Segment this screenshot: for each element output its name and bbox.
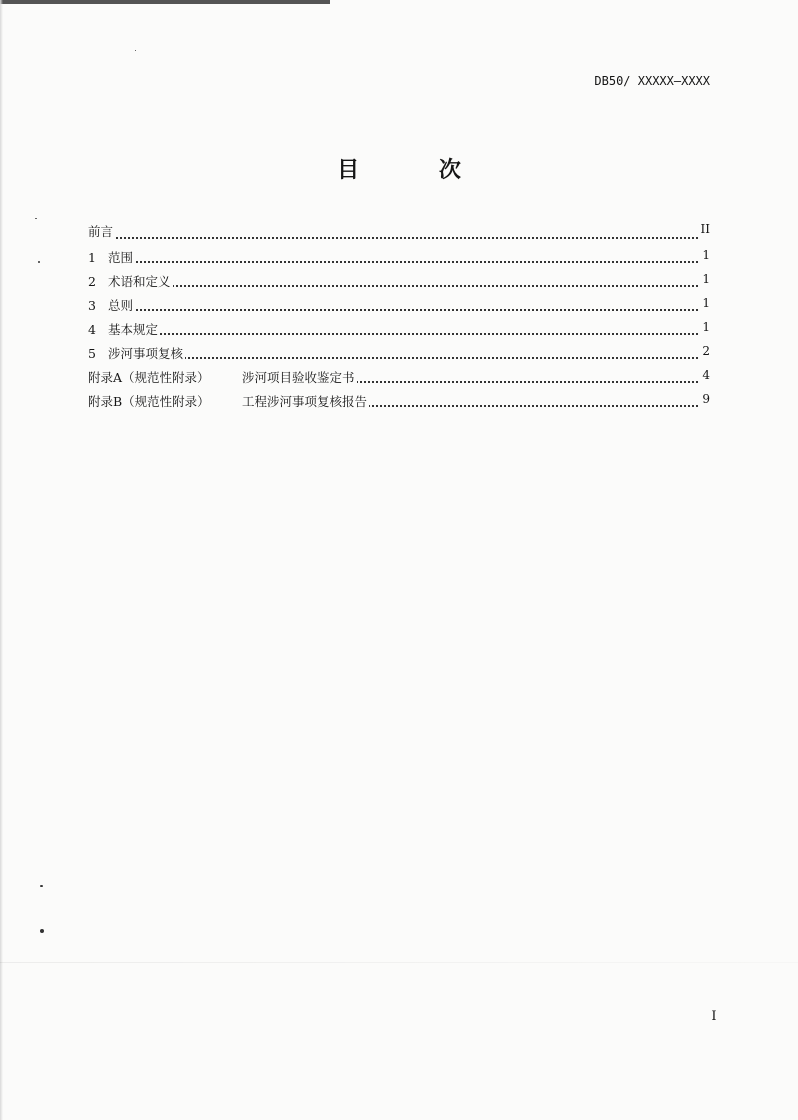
toc-label xyxy=(88,318,160,342)
toc-entry-river-review[interactable] xyxy=(88,342,710,366)
scan-speck xyxy=(40,885,43,887)
toc-label xyxy=(88,246,135,270)
table-of-contents xyxy=(88,218,710,414)
toc-title: 工程涉河事项复核报告 xyxy=(242,394,368,409)
toc-section-number: 3 xyxy=(88,298,96,313)
toc-page-number: 1 xyxy=(700,267,710,291)
toc-title: 范围 xyxy=(108,250,134,265)
scan-speck xyxy=(135,50,136,51)
toc-title: 涉河事项复核 xyxy=(108,346,184,361)
toc-entry-terms[interactable] xyxy=(88,270,710,294)
toc-title: 术语和定义 xyxy=(108,274,171,289)
toc-section-number: 1 xyxy=(88,250,96,265)
toc-leader-dots xyxy=(88,285,698,287)
toc-page-number: 9 xyxy=(700,387,710,411)
toc-section-number: 2 xyxy=(88,274,96,289)
toc-label xyxy=(88,270,173,294)
toc-title: 涉河项目验收鉴定书 xyxy=(242,370,355,385)
toc-entry-general[interactable] xyxy=(88,294,710,318)
toc-label xyxy=(88,366,357,390)
toc-page-number: 1 xyxy=(700,291,710,315)
toc-entry-appendix-b[interactable] xyxy=(88,390,710,414)
page-title: 目 次 xyxy=(337,158,497,183)
scan-speck xyxy=(40,929,44,933)
toc-title: 基本规定 xyxy=(108,322,159,337)
toc-page-number: 4 xyxy=(700,363,710,387)
scan-speck xyxy=(38,261,40,263)
scan-speck xyxy=(35,218,37,219)
toc-leader-dots xyxy=(88,309,698,311)
footer-divider xyxy=(0,962,798,963)
toc-label xyxy=(88,294,135,318)
toc-title: 前言 xyxy=(88,224,114,239)
toc-entry-preface[interactable] xyxy=(88,218,710,246)
toc-leader-dots xyxy=(88,333,698,335)
toc-page-number: 1 xyxy=(700,315,710,339)
page-number: I xyxy=(711,1009,717,1024)
toc-leader-dots xyxy=(88,237,698,239)
toc-section-number: 5 xyxy=(88,346,96,361)
toc-page-number: II xyxy=(699,215,710,243)
toc-appendix-number: 附录A（规范性附录） xyxy=(88,370,210,385)
toc-page-number: 1 xyxy=(700,243,710,267)
toc-section-number: 4 xyxy=(88,322,96,337)
toc-entry-appendix-a[interactable] xyxy=(88,366,710,390)
scan-edge-top xyxy=(0,0,330,4)
document-code: DB50/ XXXXX—XXXX xyxy=(594,74,710,88)
toc-entry-scope[interactable] xyxy=(88,246,710,270)
toc-appendix-number: 附录B（规范性附录） xyxy=(88,394,210,409)
toc-entry-basic-rules[interactable] xyxy=(88,318,710,342)
toc-label xyxy=(88,390,369,414)
toc-leader-dots xyxy=(88,261,698,263)
toc-label xyxy=(88,218,115,246)
toc-label xyxy=(88,342,185,366)
toc-title: 总则 xyxy=(108,298,134,313)
toc-page-number: 2 xyxy=(700,339,710,363)
